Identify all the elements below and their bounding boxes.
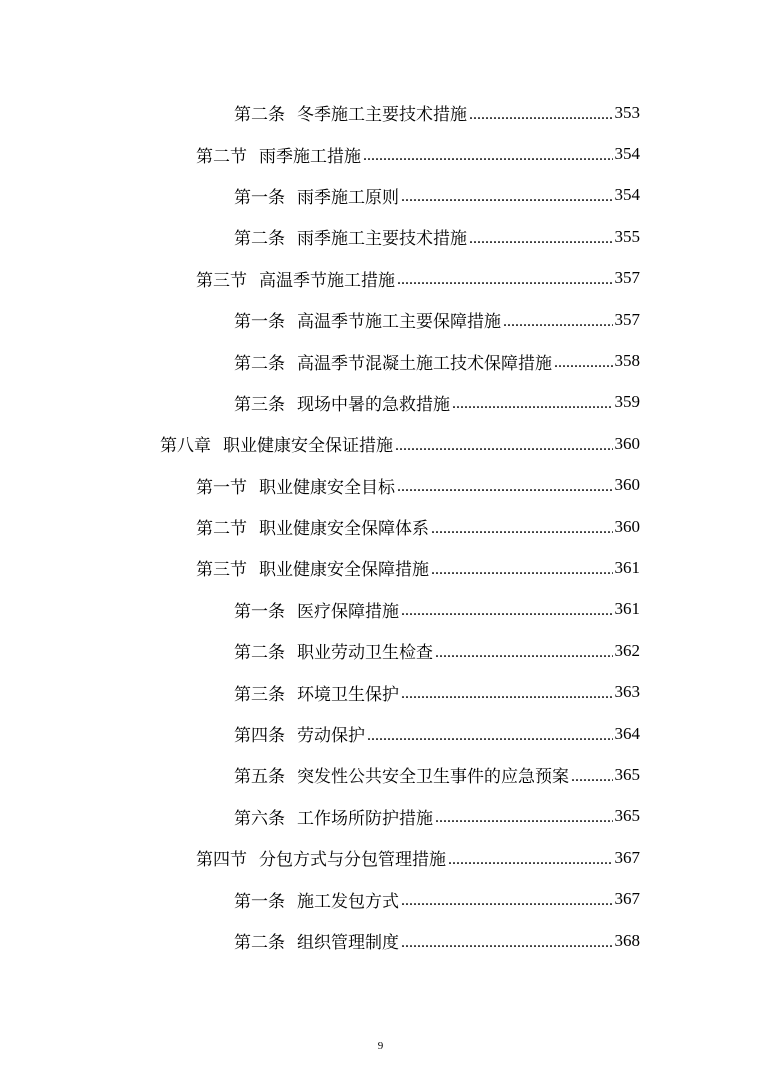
toc-entry-title: 环境卫生保护 bbox=[297, 684, 399, 705]
toc-entry-number: 第八章 bbox=[160, 436, 211, 457]
toc-entry-page: 365 bbox=[614, 764, 640, 784]
toc-leader-dots bbox=[401, 685, 613, 703]
toc-leader-dots bbox=[401, 934, 613, 952]
toc-entry[interactable] bbox=[0, 671, 640, 712]
toc-entry[interactable] bbox=[0, 382, 640, 423]
toc-entry-title: 组织管理制度 bbox=[297, 933, 399, 953]
toc-entry-title: 施工发包方式 bbox=[297, 891, 399, 912]
toc-entry-number: 第二条 bbox=[234, 643, 285, 664]
toc-entry-number: 第三条 bbox=[234, 684, 285, 705]
toc-entry[interactable] bbox=[0, 92, 640, 133]
toc-entry-page: 355 bbox=[614, 226, 640, 246]
toc-entry-page: 362 bbox=[614, 640, 640, 660]
toc-entry-number: 第一条 bbox=[234, 187, 285, 208]
toc-leader-dots bbox=[401, 188, 613, 206]
toc-entry[interactable] bbox=[0, 133, 640, 174]
toc-entry-title: 现场中暑的急救措施 bbox=[297, 394, 450, 415]
toc-entry-title: 雨季施工措施 bbox=[259, 146, 361, 167]
toc-entry-number: 第二条 bbox=[234, 933, 285, 953]
toc-entry-page: 359 bbox=[614, 392, 640, 412]
toc-leader-dots bbox=[554, 354, 613, 372]
toc-entry-number: 第三节 bbox=[196, 560, 247, 581]
toc-entry-title: 高温季节混凝土施工技术保障措施 bbox=[297, 353, 552, 374]
table-of-contents bbox=[0, 92, 761, 961]
toc-leader-dots bbox=[431, 561, 613, 579]
toc-entry-title: 职业健康安全保证措施 bbox=[223, 436, 393, 457]
toc-entry-title: 高温季节施工主要保障措施 bbox=[297, 312, 501, 333]
toc-leader-dots bbox=[469, 106, 613, 124]
toc-entry-title: 工作场所防护措施 bbox=[297, 808, 433, 829]
toc-entry-title: 高温季节施工措施 bbox=[259, 270, 395, 291]
toc-entry[interactable] bbox=[0, 547, 640, 588]
toc-entry-page: 365 bbox=[614, 806, 640, 826]
toc-entry[interactable] bbox=[0, 465, 640, 506]
toc-leader-dots bbox=[401, 602, 613, 620]
toc-entry-title: 分包方式与分包管理措施 bbox=[259, 850, 446, 871]
toc-entry-title: 突发性公共安全卫生事件的应急预案 bbox=[297, 767, 569, 788]
toc-entry-title: 雨季施工主要技术措施 bbox=[297, 229, 467, 250]
toc-entry-number: 第二节 bbox=[196, 519, 247, 540]
toc-entry-number: 第二节 bbox=[196, 146, 247, 167]
toc-leader-dots bbox=[503, 313, 613, 331]
toc-entry[interactable] bbox=[0, 340, 640, 381]
toc-entry-title: 职业劳动卫生检查 bbox=[297, 643, 433, 664]
toc-entry-number: 第三条 bbox=[234, 394, 285, 415]
toc-entry-page: 361 bbox=[614, 599, 640, 619]
toc-entry-page: 354 bbox=[614, 144, 640, 164]
toc-entry-number: 第二条 bbox=[234, 105, 285, 126]
toc-entry[interactable] bbox=[0, 796, 640, 837]
toc-entry[interactable] bbox=[0, 920, 640, 961]
toc-entry-page: 353 bbox=[614, 102, 640, 122]
toc-entry-number: 第二条 bbox=[234, 229, 285, 250]
toc-entry[interactable] bbox=[0, 754, 640, 795]
toc-entry[interactable] bbox=[0, 216, 640, 257]
toc-leader-dots bbox=[469, 230, 613, 248]
toc-entry-number: 第一条 bbox=[234, 891, 285, 912]
toc-entry[interactable] bbox=[0, 299, 640, 340]
toc-entry-page: 364 bbox=[614, 723, 640, 743]
toc-entry-title: 冬季施工主要技术措施 bbox=[297, 105, 467, 126]
toc-leader-dots bbox=[401, 892, 613, 910]
toc-entry-page: 357 bbox=[614, 268, 640, 288]
toc-entry[interactable] bbox=[0, 506, 640, 547]
toc-entry-number: 第五条 bbox=[234, 767, 285, 788]
toc-entry-title: 职业健康安全目标 bbox=[259, 477, 395, 498]
toc-entry-page: 357 bbox=[614, 309, 640, 329]
toc-leader-dots bbox=[363, 147, 613, 165]
toc-entry-page: 358 bbox=[614, 351, 640, 371]
toc-leader-dots bbox=[397, 478, 613, 496]
toc-leader-dots bbox=[571, 768, 613, 786]
toc-entry-number: 第一条 bbox=[234, 312, 285, 333]
toc-entry-page: 360 bbox=[614, 433, 640, 453]
toc-leader-dots bbox=[395, 437, 613, 455]
toc-leader-dots bbox=[435, 644, 613, 662]
toc-entry[interactable] bbox=[0, 423, 640, 464]
toc-leader-dots bbox=[452, 395, 613, 413]
toc-entry-title: 医疗保障措施 bbox=[297, 601, 399, 622]
toc-entry-number: 第四节 bbox=[196, 850, 247, 871]
toc-entry-page: 360 bbox=[614, 516, 640, 536]
toc-entry-title: 劳动保护 bbox=[297, 726, 365, 747]
toc-leader-dots bbox=[448, 851, 613, 869]
toc-entry-title: 职业健康安全保障体系 bbox=[259, 519, 429, 540]
toc-entry-title: 职业健康安全保障措施 bbox=[259, 560, 429, 581]
toc-entry[interactable] bbox=[0, 175, 640, 216]
toc-entry[interactable] bbox=[0, 878, 640, 919]
toc-leader-dots bbox=[431, 520, 613, 538]
toc-leader-dots bbox=[397, 271, 613, 289]
toc-entry-number: 第三节 bbox=[196, 270, 247, 291]
toc-entry-number: 第四条 bbox=[234, 726, 285, 747]
toc-entry-page: 368 bbox=[614, 930, 640, 950]
toc-entry[interactable] bbox=[0, 589, 640, 630]
toc-entry-page: 363 bbox=[614, 682, 640, 702]
toc-entry-page: 354 bbox=[614, 185, 640, 205]
toc-entry[interactable] bbox=[0, 630, 640, 671]
toc-entry-page: 367 bbox=[614, 847, 640, 867]
toc-entry[interactable] bbox=[0, 713, 640, 754]
toc-entry-number: 第二条 bbox=[234, 353, 285, 374]
toc-entry-number: 第一条 bbox=[234, 601, 285, 622]
toc-leader-dots bbox=[435, 809, 613, 827]
page-number: 9 bbox=[377, 1040, 384, 1052]
toc-entry-page: 361 bbox=[614, 557, 640, 577]
toc-entry-title: 雨季施工原则 bbox=[297, 187, 399, 208]
toc-leader-dots bbox=[367, 727, 613, 745]
toc-entry-number: 第六条 bbox=[234, 808, 285, 829]
toc-entry-page: 360 bbox=[614, 475, 640, 495]
toc-entry-page: 367 bbox=[614, 889, 640, 909]
toc-entry-number: 第一节 bbox=[196, 477, 247, 498]
toc-entry[interactable] bbox=[0, 837, 640, 878]
toc-entry[interactable] bbox=[0, 258, 640, 299]
